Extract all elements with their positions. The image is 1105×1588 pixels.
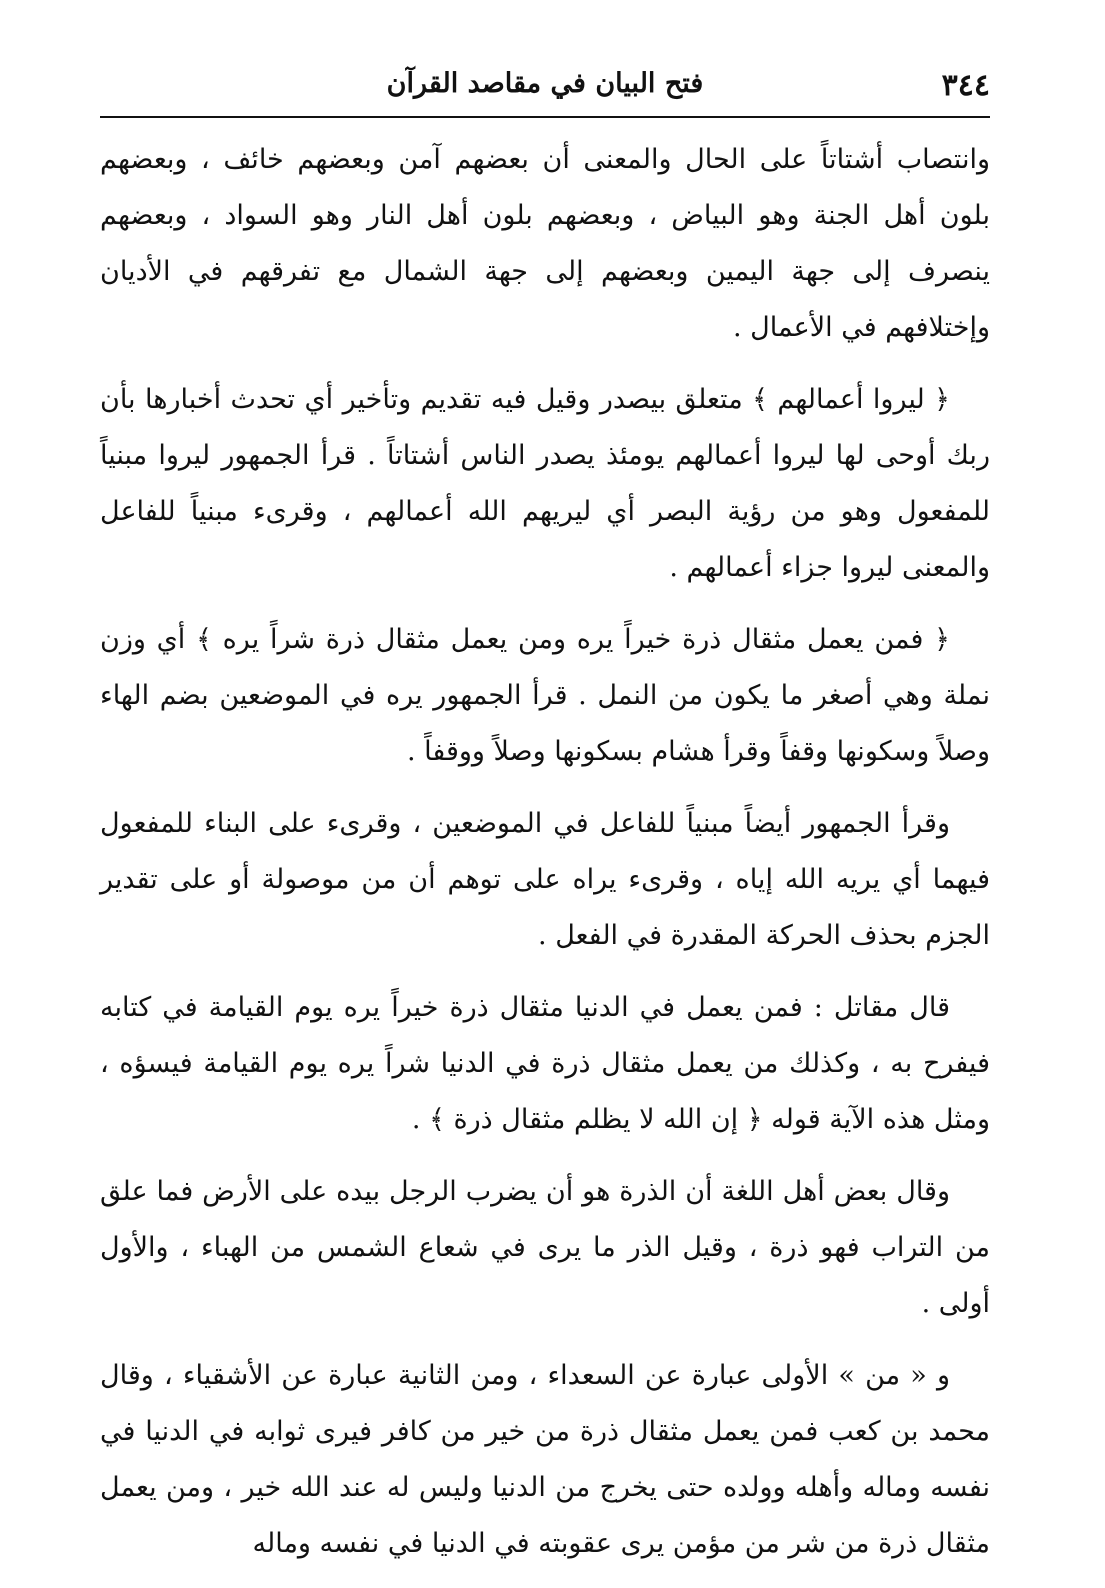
paragraph: وانتصاب أشتاتاً على الحال والمعنى أن بعضهم آمن وبعضهم خائف ، وبعضهم بلون أهل الجنة وهو البياض ، وبعضهم بلون أهل النار وهو السواد ، وبعضهم ينصرف إلى جهة اليمين وبعضهم إلى جهة الشمال مع تفرقهم في الأديان وإختلافهم في الأعمال . xyxy=(100,144,990,343)
paragraph: وقرأ الجمهور أيضاً مبنياً للفاعل في الموضعين ، وقرىء على البناء للمفعول فيهما أي يريه الله إياه ، وقرىء يراه على توهم أن من موصولة أو على تقدير الجزم بحذف الحركة المقدرة في الفعل . xyxy=(100,808,990,951)
header-rule xyxy=(100,116,990,118)
paragraph: و « من » الأولى عبارة عن السعداء ، ومن الثانية عبارة عن الأشقياء ، وقال محمد بن كعب فمن يعمل مثقال ذرة من خير من كافر فيرى ثوابه في الدنيا في نفسه وماله وأهله وولده حتى يخرج من الدنيا وليس له عند الله خير ، ومن يعمل مثقال ذرة من شر من مؤمن يرى عقوبته في الدنيا في نفسه وماله xyxy=(100,1360,991,1559)
paragraph: ﴿ فمن يعمل مثقال ذرة خيراً يره ومن يعمل مثقال ذرة شراً يره ﴾ أي وزن نملة وهي أصغر ما يكون من النمل . قرأ الجمهور يره في الموضعين بضم الهاء وصلاً وسكونها وقفاً وقرأ هشام بسكونها وصلاً ووقفاً . xyxy=(100,624,990,767)
paragraph: وقال بعض أهل اللغة أن الذرة هو أن يضرب الرجل بيده على الأرض فما علق من التراب فهو ذرة ، وقيل الذر ما يرى في شعاع الشمس من الهباء ، والأول أولى . xyxy=(100,1176,990,1319)
paragraph: قال مقاتل : فمن يعمل في الدنيا مثقال ذرة خيراً يره يوم القيامة في كتابه فيفرح به ، وكذلك من يعمل مثقال ذرة في الدنيا شراً يره يوم القيامة فيسؤه ، ومثل هذه الآية قوله ﴿ إن الله لا يظلم مثقال ذرة ﴾ . xyxy=(100,992,990,1135)
paragraph: ﴿ ليروا أعمالهم ﴾ متعلق بيصدر وقيل فيه تقديم وتأخير أي تحدث أخبارها بأن ربك أوحى لها ليروا أعمالهم يومئذ يصدر الناس أشتاتاً . قرأ الجمهور ليروا مبنياً للمفعول وهو من رؤية البصر أي ليريهم الله أعمالهم ، وقرىء مبنياً للفاعل والمعنى ليروا جزاء أعمالهم . xyxy=(100,384,990,583)
page-header xyxy=(100,68,990,116)
running-title: فتح البيان في مقاصد القرآن xyxy=(386,68,704,99)
body-text xyxy=(100,132,990,1588)
page-number: ٣٤٤ xyxy=(941,68,990,103)
